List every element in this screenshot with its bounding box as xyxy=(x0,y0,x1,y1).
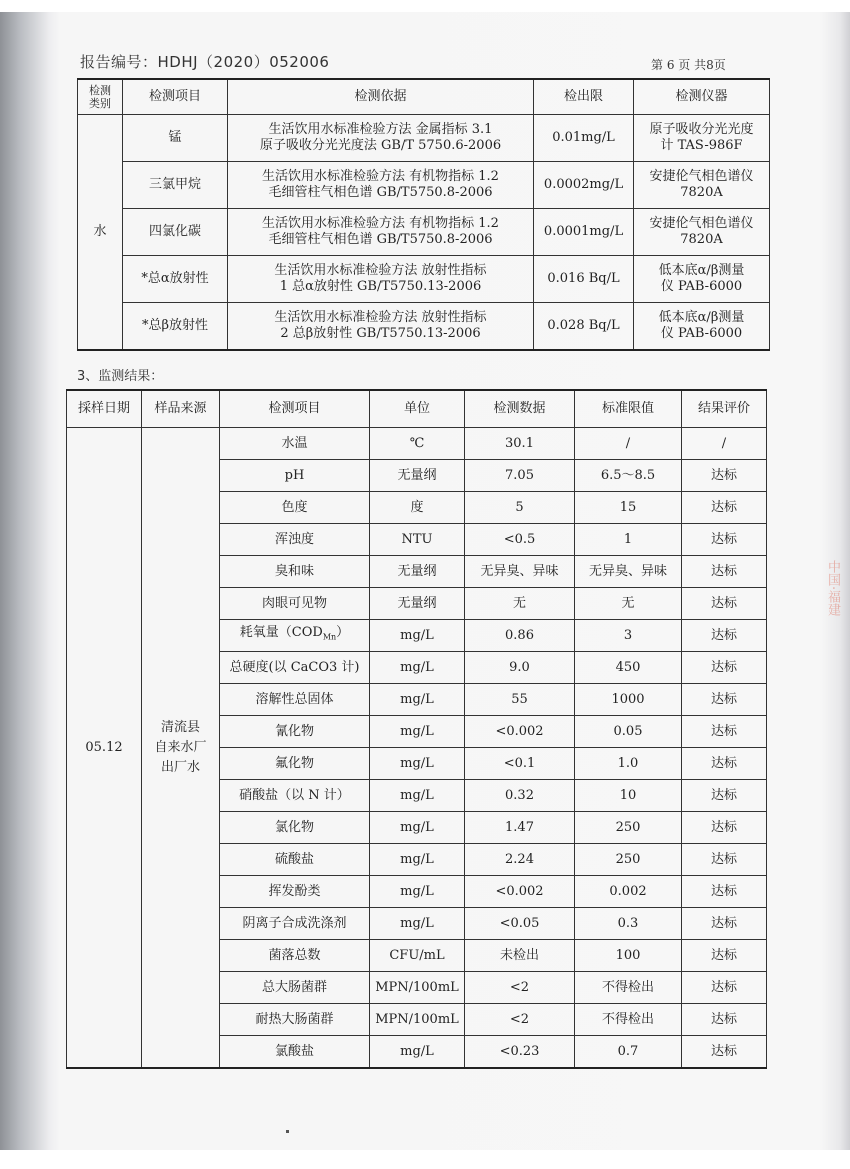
unit-cell: mg/L xyxy=(370,652,465,684)
method-instrument: 安捷伦气相色谱仪 7820A xyxy=(634,209,770,256)
value-cell: <0.002 xyxy=(465,876,575,908)
standard-cell: 250 xyxy=(575,844,682,876)
evaluation-cell: 达标 xyxy=(682,812,767,844)
header-source: 样品来源 xyxy=(142,390,220,428)
test-item-cell: 氯化物 xyxy=(220,812,370,844)
value-cell: <2 xyxy=(465,972,575,1004)
evaluation-cell: 达标 xyxy=(682,876,767,908)
value-cell: <0.05 xyxy=(465,908,575,940)
methods-table xyxy=(77,78,770,351)
unit-cell: mg/L xyxy=(370,780,465,812)
standard-cell: 0.3 xyxy=(575,908,682,940)
test-item-cell: 硫酸盐 xyxy=(220,844,370,876)
standard-cell: 6.5～8.5 xyxy=(575,460,682,492)
method-item: 三氯甲烷 xyxy=(123,162,228,209)
test-item-cell: 溶解性总固体 xyxy=(220,684,370,716)
unit-cell: 无量纲 xyxy=(370,460,465,492)
value-cell: 30.1 xyxy=(465,428,575,460)
header-item: 检测项目 xyxy=(123,79,228,115)
page-bottom-margin xyxy=(0,1150,850,1169)
method-limit: 0.028 Bq/L xyxy=(534,303,634,351)
report-number: 报告编号：HDHJ（2020）052006 xyxy=(80,53,330,71)
standard-cell: 450 xyxy=(575,652,682,684)
test-item-cell: 阴离子合成洗涤剂 xyxy=(220,908,370,940)
test-item-cell: 耐热大肠菌群 xyxy=(220,1004,370,1036)
test-item-cell: 总大肠菌群 xyxy=(220,972,370,1004)
unit-cell: ℃ xyxy=(370,428,465,460)
standard-cell: 无异臭、异味 xyxy=(575,556,682,588)
value-cell: 9.0 xyxy=(465,652,575,684)
header-category: 检测 类别 xyxy=(78,79,123,115)
unit-cell: mg/L xyxy=(370,716,465,748)
unit-cell: NTU xyxy=(370,524,465,556)
method-limit: 0.01mg/L xyxy=(534,115,634,162)
test-item-cell: 总硬度(以 CaCO3 计) xyxy=(220,652,370,684)
test-item-cell: 臭和味 xyxy=(220,556,370,588)
value-cell: <0.23 xyxy=(465,1036,575,1069)
seal-stamp: 中国·福建 xyxy=(825,560,840,617)
unit-cell: mg/L xyxy=(370,844,465,876)
header-unit: 单位 xyxy=(370,390,465,428)
unit-cell: 度 xyxy=(370,492,465,524)
value-cell: 2.24 xyxy=(465,844,575,876)
standard-cell: / xyxy=(575,428,682,460)
sample-source-cell: 清流县 自来水厂 出厂水 xyxy=(142,428,220,1069)
test-item-cell: 氟化物 xyxy=(220,748,370,780)
test-item-cell: 肉眼可见物 xyxy=(220,588,370,620)
evaluation-cell: 达标 xyxy=(682,524,767,556)
method-basis: 生活饮用水标准检验方法 放射性指标 2 总β放射性 GB/T5750.13-2006 xyxy=(228,303,534,351)
method-item: *总α放射性 xyxy=(123,256,228,303)
category-cell: 水 xyxy=(78,115,123,351)
test-item-cell: 耗氧量$(COD_{Mn})$ xyxy=(220,620,370,652)
standard-cell: 不得检出 xyxy=(575,972,682,1004)
test-item-cell: pH xyxy=(220,460,370,492)
test-item-cell: 水温 xyxy=(220,428,370,460)
standard-cell: 250 xyxy=(575,812,682,844)
value-cell: 无异臭、异味 xyxy=(465,556,575,588)
unit-cell: mg/L xyxy=(370,620,465,652)
method-limit: 0.0001mg/L xyxy=(534,209,634,256)
value-cell: 未检出 xyxy=(465,940,575,972)
table-row xyxy=(67,428,767,460)
results-header-row xyxy=(67,390,767,428)
unit-cell: mg/L xyxy=(370,684,465,716)
unit-cell: mg/L xyxy=(370,876,465,908)
evaluation-cell: 达标 xyxy=(682,492,767,524)
evaluation-cell: 达标 xyxy=(682,780,767,812)
methods-row xyxy=(78,303,770,351)
method-limit: 0.016 Bq/L xyxy=(534,256,634,303)
methods-header-row xyxy=(78,79,770,115)
header-instrument: 检测仪器 xyxy=(634,79,770,115)
header-value: 检测数据 xyxy=(465,390,575,428)
method-instrument: 安捷伦气相色谱仪 7820A xyxy=(634,162,770,209)
sample-date-cell: 05.12 xyxy=(67,428,142,1069)
header-test-item: 检测项目 xyxy=(220,390,370,428)
evaluation-cell: 达标 xyxy=(682,588,767,620)
method-basis: 生活饮用水标准检验方法 有机物指标 1.2 毛细管柱气相色谱 GB/T5750.8-2006 xyxy=(228,209,534,256)
test-item-cell: 浑浊度 xyxy=(220,524,370,556)
unit-cell: mg/L xyxy=(370,1036,465,1069)
evaluation-cell: 达标 xyxy=(682,940,767,972)
standard-cell: 0.7 xyxy=(575,1036,682,1069)
test-item-cell: 挥发酚类 xyxy=(220,876,370,908)
standard-cell: 0.002 xyxy=(575,876,682,908)
unit-cell: mg/L xyxy=(370,908,465,940)
value-cell: 55 xyxy=(465,684,575,716)
method-instrument: 低本底α/β测量 仪 PAB-6000 xyxy=(634,303,770,351)
value-cell: 7.05 xyxy=(465,460,575,492)
standard-cell: 100 xyxy=(575,940,682,972)
method-item: 四氯化碳 xyxy=(123,209,228,256)
page-top-margin xyxy=(0,0,850,12)
standard-cell: 15 xyxy=(575,492,682,524)
standard-cell: 10 xyxy=(575,780,682,812)
evaluation-cell: 达标 xyxy=(682,652,767,684)
value-cell: <0.002 xyxy=(465,716,575,748)
header-date: 採样日期 xyxy=(67,390,142,428)
evaluation-cell: 达标 xyxy=(682,556,767,588)
evaluation-cell: 达标 xyxy=(682,972,767,1004)
standard-cell: 无 xyxy=(575,588,682,620)
results-table xyxy=(66,389,767,1069)
header-standard: 标准限值 xyxy=(575,390,682,428)
standard-cell: 不得检出 xyxy=(575,1004,682,1036)
value-cell: 0.32 xyxy=(465,780,575,812)
value-cell: 无 xyxy=(465,588,575,620)
method-basis: 生活饮用水标准检验方法 金属指标 3.1 原子吸收分光光度法 GB/T 5750.6-2006 xyxy=(228,115,534,162)
test-item-cell: 氰化物 xyxy=(220,716,370,748)
unit-cell: MPN/100mL xyxy=(370,1004,465,1036)
test-item-cell: 菌落总数 xyxy=(220,940,370,972)
evaluation-cell: 达标 xyxy=(682,716,767,748)
evaluation-cell: 达标 xyxy=(682,684,767,716)
value-cell: 1.47 xyxy=(465,812,575,844)
unit-cell: mg/L xyxy=(370,812,465,844)
evaluation-cell: 达标 xyxy=(682,844,767,876)
method-item: 锰 xyxy=(123,115,228,162)
unit-cell: CFU/mL xyxy=(370,940,465,972)
methods-row xyxy=(78,162,770,209)
unit-cell: 无量纲 xyxy=(370,588,465,620)
evaluation-cell: / xyxy=(682,428,767,460)
header-evaluation: 结果评价 xyxy=(682,390,767,428)
header-limit: 检出限 xyxy=(534,79,634,115)
evaluation-cell: 达标 xyxy=(682,1004,767,1036)
method-item: *总β放射性 xyxy=(123,303,228,351)
value-cell: <2 xyxy=(465,1004,575,1036)
evaluation-cell: 达标 xyxy=(682,460,767,492)
header-basis: 检测依据 xyxy=(228,79,534,115)
evaluation-cell: 达标 xyxy=(682,620,767,652)
test-item-cell: 氯酸盐 xyxy=(220,1036,370,1069)
standard-cell: 1000 xyxy=(575,684,682,716)
value-cell: <0.1 xyxy=(465,748,575,780)
method-limit: 0.0002mg/L xyxy=(534,162,634,209)
test-item-cell: 色度 xyxy=(220,492,370,524)
method-instrument: 原子吸收分光光度 计 TAS-986F xyxy=(634,115,770,162)
evaluation-cell: 达标 xyxy=(682,748,767,780)
methods-row xyxy=(78,209,770,256)
scan-speck xyxy=(286,1130,289,1133)
section-title: 3、监测结果： xyxy=(77,369,164,384)
method-basis: 生活饮用水标准检验方法 放射性指标 1 总α放射性 GB/T5750.13-2006 xyxy=(228,256,534,303)
value-cell: 0.86 xyxy=(465,620,575,652)
value-cell: 5 xyxy=(465,492,575,524)
evaluation-cell: 达标 xyxy=(682,1036,767,1069)
unit-cell: MPN/100mL xyxy=(370,972,465,1004)
standard-cell: 0.05 xyxy=(575,716,682,748)
method-instrument: 低本底α/β测量 仪 PAB-6000 xyxy=(634,256,770,303)
methods-row xyxy=(78,256,770,303)
page-number: 第 6 页 共8页 xyxy=(651,58,726,72)
standard-cell: 1 xyxy=(575,524,682,556)
standard-cell: 3 xyxy=(575,620,682,652)
value-cell: <0.5 xyxy=(465,524,575,556)
test-item-cell: 硝酸盐（以 N 计） xyxy=(220,780,370,812)
method-basis: 生活饮用水标准检验方法 有机物指标 1.2 毛细管柱气相色谱 GB/T5750.8-2006 xyxy=(228,162,534,209)
unit-cell: mg/L xyxy=(370,748,465,780)
standard-cell: 1.0 xyxy=(575,748,682,780)
evaluation-cell: 达标 xyxy=(682,908,767,940)
unit-cell: 无量纲 xyxy=(370,556,465,588)
methods-row xyxy=(78,115,770,162)
